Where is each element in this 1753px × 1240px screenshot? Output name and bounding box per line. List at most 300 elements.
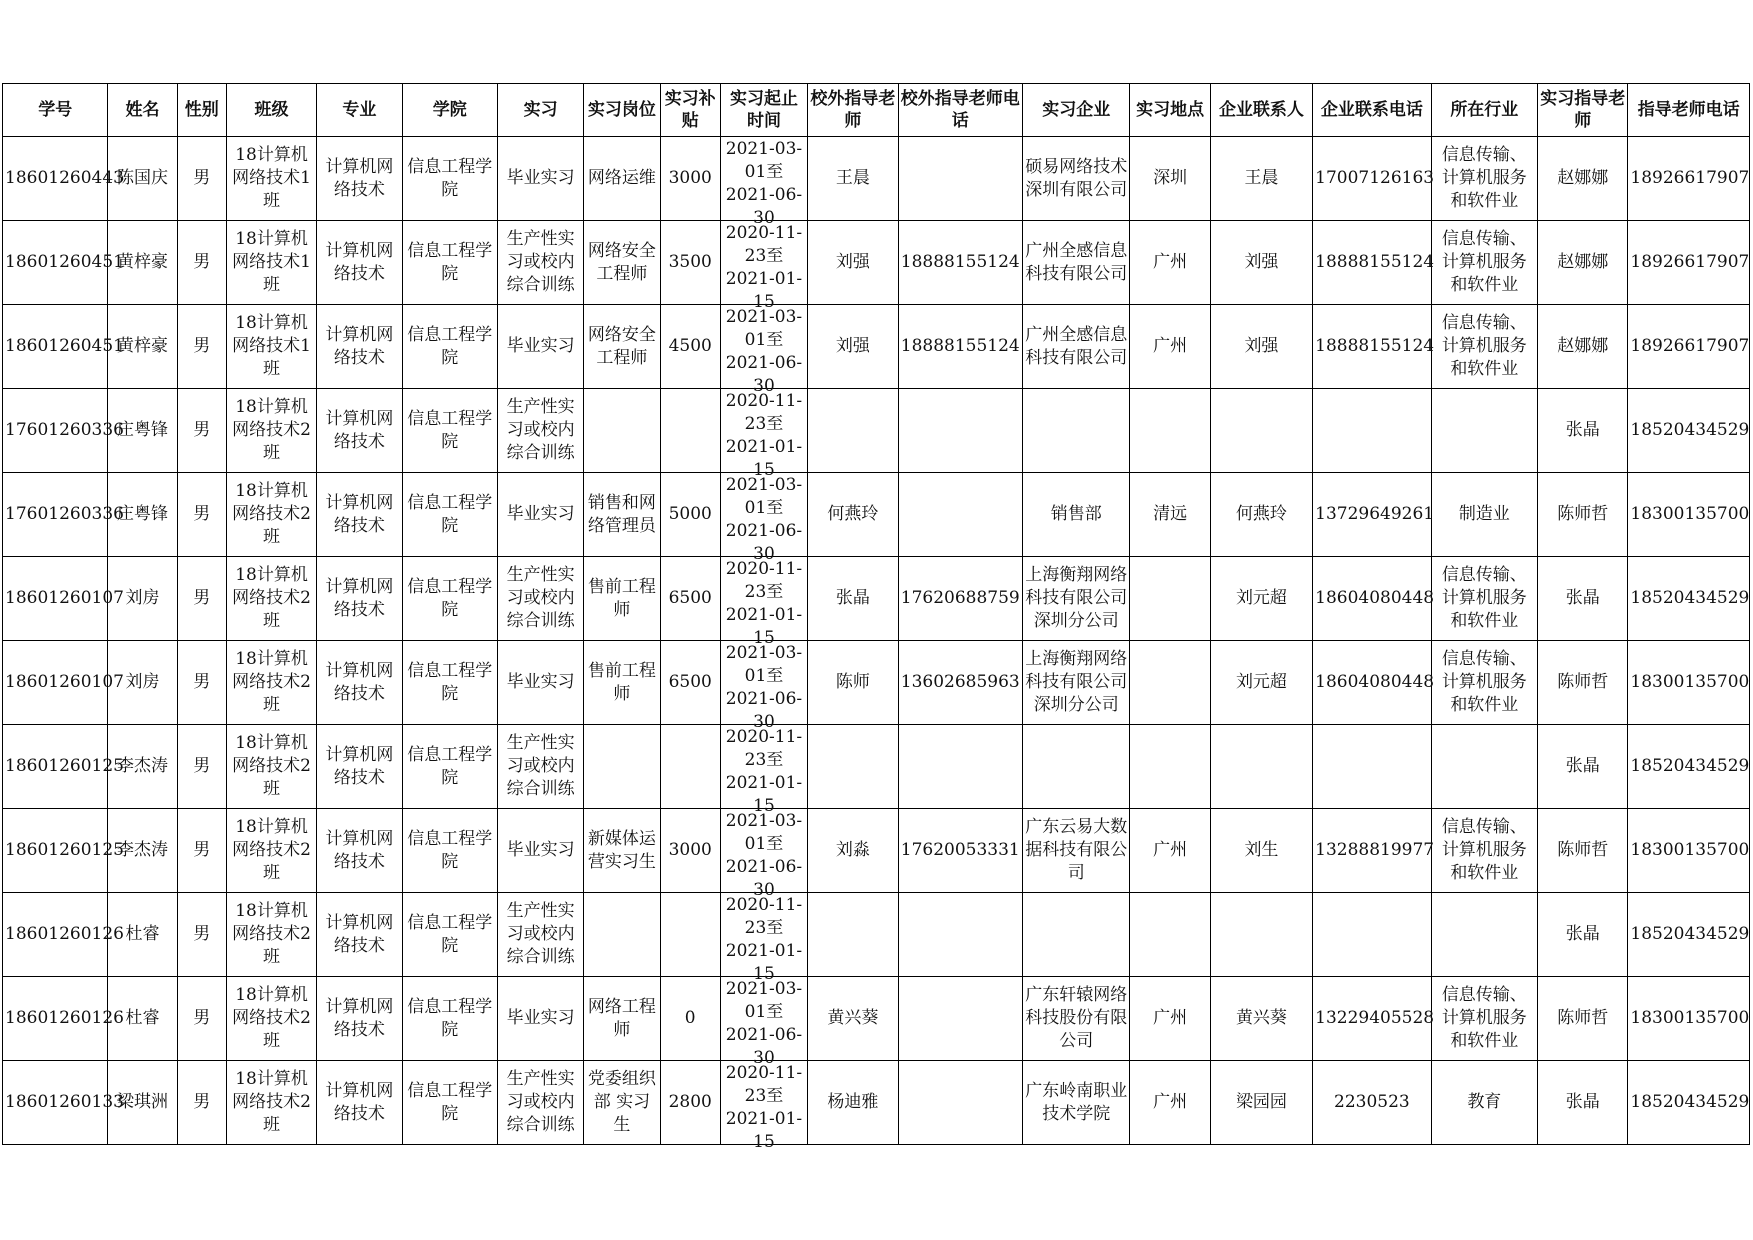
cell-text: 18601260133 — [5, 1092, 124, 1112]
table-cell — [584, 221, 660, 305]
cell-text: 13602685963 — [900, 672, 1020, 692]
table-row — [3, 557, 1750, 641]
table-cell — [226, 893, 316, 977]
table-cell — [1628, 137, 1750, 221]
table-cell — [720, 305, 807, 396]
column-header: 企业联系电话 — [1313, 84, 1431, 137]
cell-text: 党委组织部 实习生 — [587, 1069, 656, 1135]
table-cell — [584, 137, 660, 221]
cell-text: 毕业实习 — [506, 672, 575, 692]
table-cell — [720, 1061, 807, 1152]
table-cell — [1431, 641, 1537, 725]
table-row — [3, 977, 1750, 1061]
cell-text: 3000 — [668, 168, 712, 188]
cell-text: 18601260125 — [5, 840, 124, 860]
table-cell — [1628, 641, 1750, 725]
cell-text: 信息工程学院 — [407, 324, 493, 368]
table-cell — [1628, 305, 1750, 389]
table-row — [3, 1061, 1750, 1145]
cell-text: 18888155124 — [1315, 252, 1435, 272]
table-cell — [720, 557, 807, 648]
table-cell — [226, 389, 316, 473]
cell-text: 广州 — [1153, 1008, 1188, 1028]
cell-text: 网络工程师 — [587, 996, 656, 1040]
cell-text: 18300135700 — [1630, 840, 1750, 860]
cell-text: 毕业实习 — [506, 336, 575, 356]
table-cell — [497, 221, 583, 305]
column-header: 实习企业 — [1023, 84, 1130, 137]
table-cell — [660, 221, 720, 305]
cell-text: 广州 — [1153, 336, 1188, 356]
cell-text: 18520434529 — [1630, 420, 1750, 440]
table-cell — [898, 557, 1022, 641]
cell-text: 毕业实习 — [506, 168, 575, 188]
column-header: 实习起止时间 — [720, 84, 807, 137]
table-cell — [720, 893, 807, 984]
cell-text: 制造业 — [1458, 504, 1510, 524]
table-cell — [1130, 557, 1210, 641]
table-cell — [402, 557, 497, 641]
cell-text: 广东云易大数据科技有限公司 — [1025, 817, 1128, 883]
table-cell — [3, 809, 124, 893]
table-cell — [3, 557, 124, 641]
table-cell — [402, 305, 497, 389]
cell-text: 黄兴葵 — [827, 1008, 879, 1028]
cell-text: 信息传输、计算机服务和软件业 — [1441, 985, 1527, 1051]
cell-text: 广州 — [1153, 252, 1188, 272]
table-cell — [497, 893, 583, 977]
table-cell — [1023, 305, 1130, 389]
table-cell — [1023, 221, 1130, 305]
cell-text: 计算机网络技术 — [325, 324, 394, 368]
cell-text: 新媒体运营实习生 — [587, 828, 656, 872]
cell-text: 18520434529 — [1630, 588, 1750, 608]
cell-text: 刘生 — [1244, 840, 1279, 860]
cell-text: 黄梓豪 — [117, 252, 169, 272]
table-cell — [177, 137, 226, 221]
column-header: 专业 — [317, 84, 402, 137]
table-cell — [177, 809, 226, 893]
cell-text: 男 — [193, 252, 211, 272]
cell-text: 计算机网络技术 — [325, 408, 394, 452]
cell-text: 2021-03-01至2021-06-30 — [725, 139, 803, 228]
cell-text: 何燕玲 — [827, 504, 879, 524]
table-cell — [402, 1061, 497, 1145]
table-cell — [177, 977, 226, 1061]
cell-text: 18926617907 — [1630, 336, 1750, 356]
table-cell — [177, 305, 226, 389]
table-cell — [1538, 389, 1628, 473]
table-cell — [898, 893, 1022, 977]
cell-text: 陈师哲 — [1557, 840, 1609, 860]
cell-text: 18601260107 — [5, 672, 124, 692]
cell-text: 18601260107 — [5, 588, 124, 608]
cell-text: 生产性实习或校内综合训练 — [506, 901, 575, 967]
cell-text: 2020-11-23至2021-01-15 — [725, 1063, 803, 1152]
cell-text: 李杰涛 — [117, 756, 169, 776]
cell-text: 信息传输、计算机服务和软件业 — [1441, 649, 1527, 715]
table-cell — [3, 725, 124, 809]
cell-text: 18888155124 — [900, 252, 1020, 272]
table-cell — [1538, 725, 1628, 809]
table-cell — [720, 473, 807, 564]
cell-text: 2800 — [668, 1092, 712, 1112]
table-cell — [1431, 305, 1537, 389]
cell-text: 5000 — [668, 504, 712, 524]
table-cell — [317, 473, 402, 557]
cell-text: 李杰涛 — [117, 840, 169, 860]
table-cell — [584, 305, 660, 389]
cell-text: 6500 — [668, 588, 712, 608]
cell-text: 2021-03-01至2021-06-30 — [725, 475, 803, 564]
cell-text: 计算机网络技术 — [325, 156, 394, 200]
table-cell — [1538, 1061, 1628, 1145]
cell-text: 0 — [684, 1008, 696, 1028]
table-cell — [808, 893, 898, 977]
table-cell — [3, 1061, 124, 1145]
column-header: 指导老师电话 — [1628, 84, 1750, 137]
column-header: 实习岗位 — [584, 84, 660, 137]
table-cell — [497, 137, 583, 221]
cell-text: 男 — [193, 756, 211, 776]
table-cell — [226, 137, 316, 221]
table-cell — [1431, 221, 1537, 305]
table-cell — [584, 389, 660, 473]
table-cell — [660, 809, 720, 893]
cell-text: 张晶 — [835, 588, 870, 608]
table-cell — [3, 977, 124, 1061]
cell-text: 生产性实习或校内综合训练 — [506, 229, 575, 295]
table-cell — [720, 137, 807, 228]
cell-text: 生产性实习或校内综合训练 — [506, 733, 575, 799]
cell-text: 4500 — [668, 336, 712, 356]
cell-text: 上海衡翔网络科技有限公司深圳分公司 — [1025, 649, 1128, 715]
table-cell — [177, 389, 226, 473]
cell-text: 18888155124 — [1315, 336, 1435, 356]
table-cell — [1538, 809, 1628, 893]
table-cell — [898, 977, 1022, 1061]
cell-text: 广州 — [1153, 1092, 1188, 1112]
table-cell — [1130, 137, 1210, 221]
cell-text: 信息工程学院 — [407, 744, 493, 788]
cell-text: 庄粤锋 — [117, 420, 169, 440]
table-cell — [660, 305, 720, 389]
cell-text: 毕业实习 — [506, 1008, 575, 1028]
table-cell — [1210, 137, 1312, 221]
table-cell — [1130, 977, 1210, 1061]
cell-text: 18计算机网络技术1班 — [232, 145, 311, 211]
cell-text: 18计算机网络技术2班 — [232, 985, 311, 1051]
table-cell — [808, 389, 898, 473]
cell-text: 男 — [193, 504, 211, 524]
table-cell — [1210, 893, 1312, 977]
cell-text: 计算机网络技术 — [325, 240, 394, 284]
cell-text: 男 — [193, 672, 211, 692]
table-cell — [1130, 809, 1210, 893]
table-cell — [402, 137, 497, 221]
table-cell — [1210, 809, 1312, 893]
table-cell — [720, 389, 807, 480]
cell-text: 18604080448 — [1315, 672, 1435, 692]
cell-text: 18计算机网络技术2班 — [232, 817, 311, 883]
cell-text: 男 — [193, 588, 211, 608]
table-cell — [1130, 893, 1210, 977]
table-cell — [226, 1061, 316, 1145]
table-cell — [1210, 221, 1312, 305]
table-cell — [1538, 221, 1628, 305]
cell-text: 信息工程学院 — [407, 576, 493, 620]
cell-text: 13288819977 — [1315, 840, 1435, 860]
table-cell — [720, 641, 807, 732]
table-cell — [1313, 221, 1435, 305]
table-cell — [1313, 977, 1435, 1061]
table-cell — [584, 809, 660, 893]
table-row — [3, 221, 1750, 305]
cell-text: 18计算机网络技术2班 — [232, 649, 311, 715]
table-cell — [1130, 1061, 1210, 1145]
table-cell — [497, 305, 583, 389]
cell-text: 2021-03-01至2021-06-30 — [725, 307, 803, 396]
column-header: 实习补贴 — [660, 84, 720, 137]
cell-text: 18计算机网络技术2班 — [232, 565, 311, 631]
cell-text: 张晶 — [1565, 1092, 1600, 1112]
table-cell — [1313, 1061, 1431, 1145]
table-cell — [226, 305, 316, 389]
table-cell — [226, 641, 316, 725]
cell-text: 黄梓豪 — [117, 336, 169, 356]
table-cell — [808, 725, 898, 809]
cell-text: 信息传输、计算机服务和软件业 — [1441, 313, 1527, 379]
cell-text: 男 — [193, 168, 211, 188]
table-row — [3, 725, 1750, 809]
cell-text: 13729649261 — [1315, 504, 1435, 524]
table-cell — [317, 137, 402, 221]
cell-text: 18计算机网络技术1班 — [232, 313, 311, 379]
table-cell — [177, 221, 226, 305]
cell-text: 杨迪雅 — [827, 1092, 879, 1112]
table-cell — [1431, 557, 1537, 641]
table-cell — [226, 809, 316, 893]
table-cell — [898, 221, 1022, 305]
cell-text: 张晶 — [1565, 756, 1600, 776]
table-cell — [317, 221, 402, 305]
cell-text: 男 — [193, 1008, 211, 1028]
cell-text: 18300135700 — [1630, 1008, 1750, 1028]
table-cell — [177, 893, 226, 977]
cell-text: 计算机网络技术 — [325, 492, 394, 536]
cell-text: 18601260125 — [5, 756, 124, 776]
table-cell — [1023, 893, 1130, 977]
cell-text: 18300135700 — [1630, 504, 1750, 524]
table-cell — [1538, 893, 1628, 977]
table-cell — [402, 389, 497, 473]
table-cell — [497, 641, 583, 725]
cell-text: 2020-11-23至2021-01-15 — [725, 223, 803, 312]
cell-text: 销售部 — [1050, 504, 1102, 524]
table-cell — [1628, 725, 1750, 809]
cell-text: 刘强 — [835, 252, 870, 272]
table-cell — [898, 305, 1022, 389]
internship-table — [2, 83, 1750, 1152]
cell-text: 何燕玲 — [1235, 504, 1287, 524]
table-cell — [1628, 893, 1750, 977]
table-cell — [317, 641, 402, 725]
column-header: 所在行业 — [1431, 84, 1537, 137]
table-cell — [808, 1061, 898, 1145]
cell-text: 2020-11-23至2021-01-15 — [725, 895, 803, 984]
cell-text: 刘强 — [1244, 252, 1279, 272]
table-cell — [808, 137, 898, 221]
table-cell — [1431, 725, 1537, 809]
cell-text: 男 — [193, 1092, 211, 1112]
column-header: 实习指导老师 — [1538, 84, 1628, 137]
table-cell — [402, 725, 497, 809]
table-cell — [402, 221, 497, 305]
cell-text: 张晶 — [1565, 924, 1600, 944]
column-header: 姓名 — [108, 84, 177, 137]
cell-text: 13229405528 — [1315, 1008, 1435, 1028]
table-cell — [808, 305, 898, 389]
cell-text: 陈师 — [835, 672, 870, 692]
table-cell — [584, 1061, 660, 1145]
table-cell — [402, 473, 497, 557]
table-cell — [108, 305, 177, 389]
cell-text: 信息工程学院 — [407, 912, 493, 956]
column-header: 校外指导老师 — [808, 84, 898, 137]
table-header-row — [3, 84, 1750, 137]
table-cell — [1628, 977, 1750, 1061]
cell-text: 广州全感信息科技有限公司 — [1025, 240, 1128, 284]
table-cell — [1313, 809, 1435, 893]
cell-text: 6500 — [668, 672, 712, 692]
cell-text: 计算机网络技术 — [325, 660, 394, 704]
cell-text: 计算机网络技术 — [325, 576, 394, 620]
cell-text: 2021-03-01至2021-06-30 — [725, 643, 803, 732]
table-cell — [1538, 641, 1628, 725]
table-cell — [1023, 977, 1130, 1061]
table-cell — [898, 1061, 1022, 1145]
table-cell — [3, 389, 124, 473]
table-cell — [1313, 893, 1431, 977]
cell-text: 计算机网络技术 — [325, 828, 394, 872]
cell-text: 杜睿 — [125, 924, 160, 944]
cell-text: 赵娜娜 — [1557, 168, 1609, 188]
cell-text: 2021-03-01至2021-06-30 — [725, 811, 803, 900]
table-cell — [808, 473, 898, 557]
table-cell — [720, 221, 807, 312]
table-cell — [1431, 977, 1537, 1061]
table-cell — [1210, 641, 1312, 725]
table-cell — [898, 389, 1022, 473]
cell-text: 计算机网络技术 — [325, 1080, 394, 1124]
table-cell — [1628, 389, 1750, 473]
cell-text: 广州 — [1153, 840, 1188, 860]
cell-text: 18计算机网络技术2班 — [232, 1069, 311, 1135]
table-cell — [1431, 1061, 1537, 1145]
cell-text: 刘淼 — [835, 840, 870, 860]
cell-text: 计算机网络技术 — [325, 996, 394, 1040]
table-cell — [1130, 221, 1210, 305]
table-cell — [1628, 1061, 1750, 1145]
cell-text: 陈师哲 — [1557, 504, 1609, 524]
table-cell — [226, 977, 316, 1061]
cell-text: 18520434529 — [1630, 756, 1750, 776]
table-cell — [177, 1061, 226, 1145]
table-cell — [1023, 641, 1130, 725]
column-header: 企业联系人 — [1210, 84, 1312, 137]
table-cell — [226, 557, 316, 641]
table-cell — [1313, 725, 1431, 809]
table-row — [3, 305, 1750, 389]
cell-text: 2230523 — [1334, 1092, 1410, 1112]
cell-text: 网络运维 — [587, 168, 656, 188]
table-cell — [226, 473, 316, 557]
cell-text: 18601260443 — [5, 168, 124, 188]
cell-text: 广州全感信息科技有限公司 — [1025, 324, 1128, 368]
table-row — [3, 137, 1750, 221]
table-cell — [1210, 305, 1312, 389]
table-cell — [108, 221, 177, 305]
table-cell — [660, 137, 720, 221]
column-header: 班级 — [226, 84, 316, 137]
table-cell — [584, 725, 660, 809]
table-cell — [226, 725, 316, 809]
cell-text: 张晶 — [1565, 420, 1600, 440]
table-cell — [3, 137, 124, 221]
table-cell — [1023, 557, 1130, 641]
cell-text: 男 — [193, 336, 211, 356]
table-cell — [317, 977, 402, 1061]
cell-text: 信息工程学院 — [407, 660, 493, 704]
cell-text: 17007126163 — [1315, 168, 1435, 188]
table-cell — [108, 725, 177, 809]
cell-text: 18601260126 — [5, 1008, 124, 1028]
cell-text: 陈师哲 — [1557, 672, 1609, 692]
cell-text: 18计算机网络技术2班 — [232, 397, 311, 463]
cell-text: 信息工程学院 — [407, 1080, 493, 1124]
table-cell — [1210, 389, 1312, 473]
table-cell — [1628, 221, 1750, 305]
table-cell — [402, 809, 497, 893]
table-cell — [1538, 473, 1628, 557]
table-cell — [1023, 725, 1130, 809]
table-cell — [584, 893, 660, 977]
table-cell — [402, 641, 497, 725]
table-cell — [898, 725, 1022, 809]
table-cell — [1431, 473, 1537, 557]
column-header: 实习 — [497, 84, 583, 137]
table-cell — [660, 473, 720, 557]
table-cell — [720, 725, 807, 816]
table-row — [3, 809, 1750, 893]
table-cell — [177, 641, 226, 725]
table-cell — [898, 641, 1022, 725]
table-cell — [1431, 389, 1537, 473]
cell-text: 王晨 — [835, 168, 870, 188]
table-cell — [584, 473, 660, 557]
table-cell — [1023, 809, 1130, 893]
table-cell — [1130, 473, 1210, 557]
table-cell — [1130, 305, 1210, 389]
table-cell — [226, 221, 316, 305]
cell-text: 18888155124 — [900, 336, 1020, 356]
table-cell — [898, 137, 1022, 221]
cell-text: 生产性实习或校内综合训练 — [506, 1069, 575, 1135]
cell-text: 硕易网络技术深圳有限公司 — [1025, 156, 1128, 200]
cell-text: 信息工程学院 — [407, 408, 493, 452]
table-body — [3, 137, 1750, 1152]
table-cell — [898, 809, 1022, 893]
